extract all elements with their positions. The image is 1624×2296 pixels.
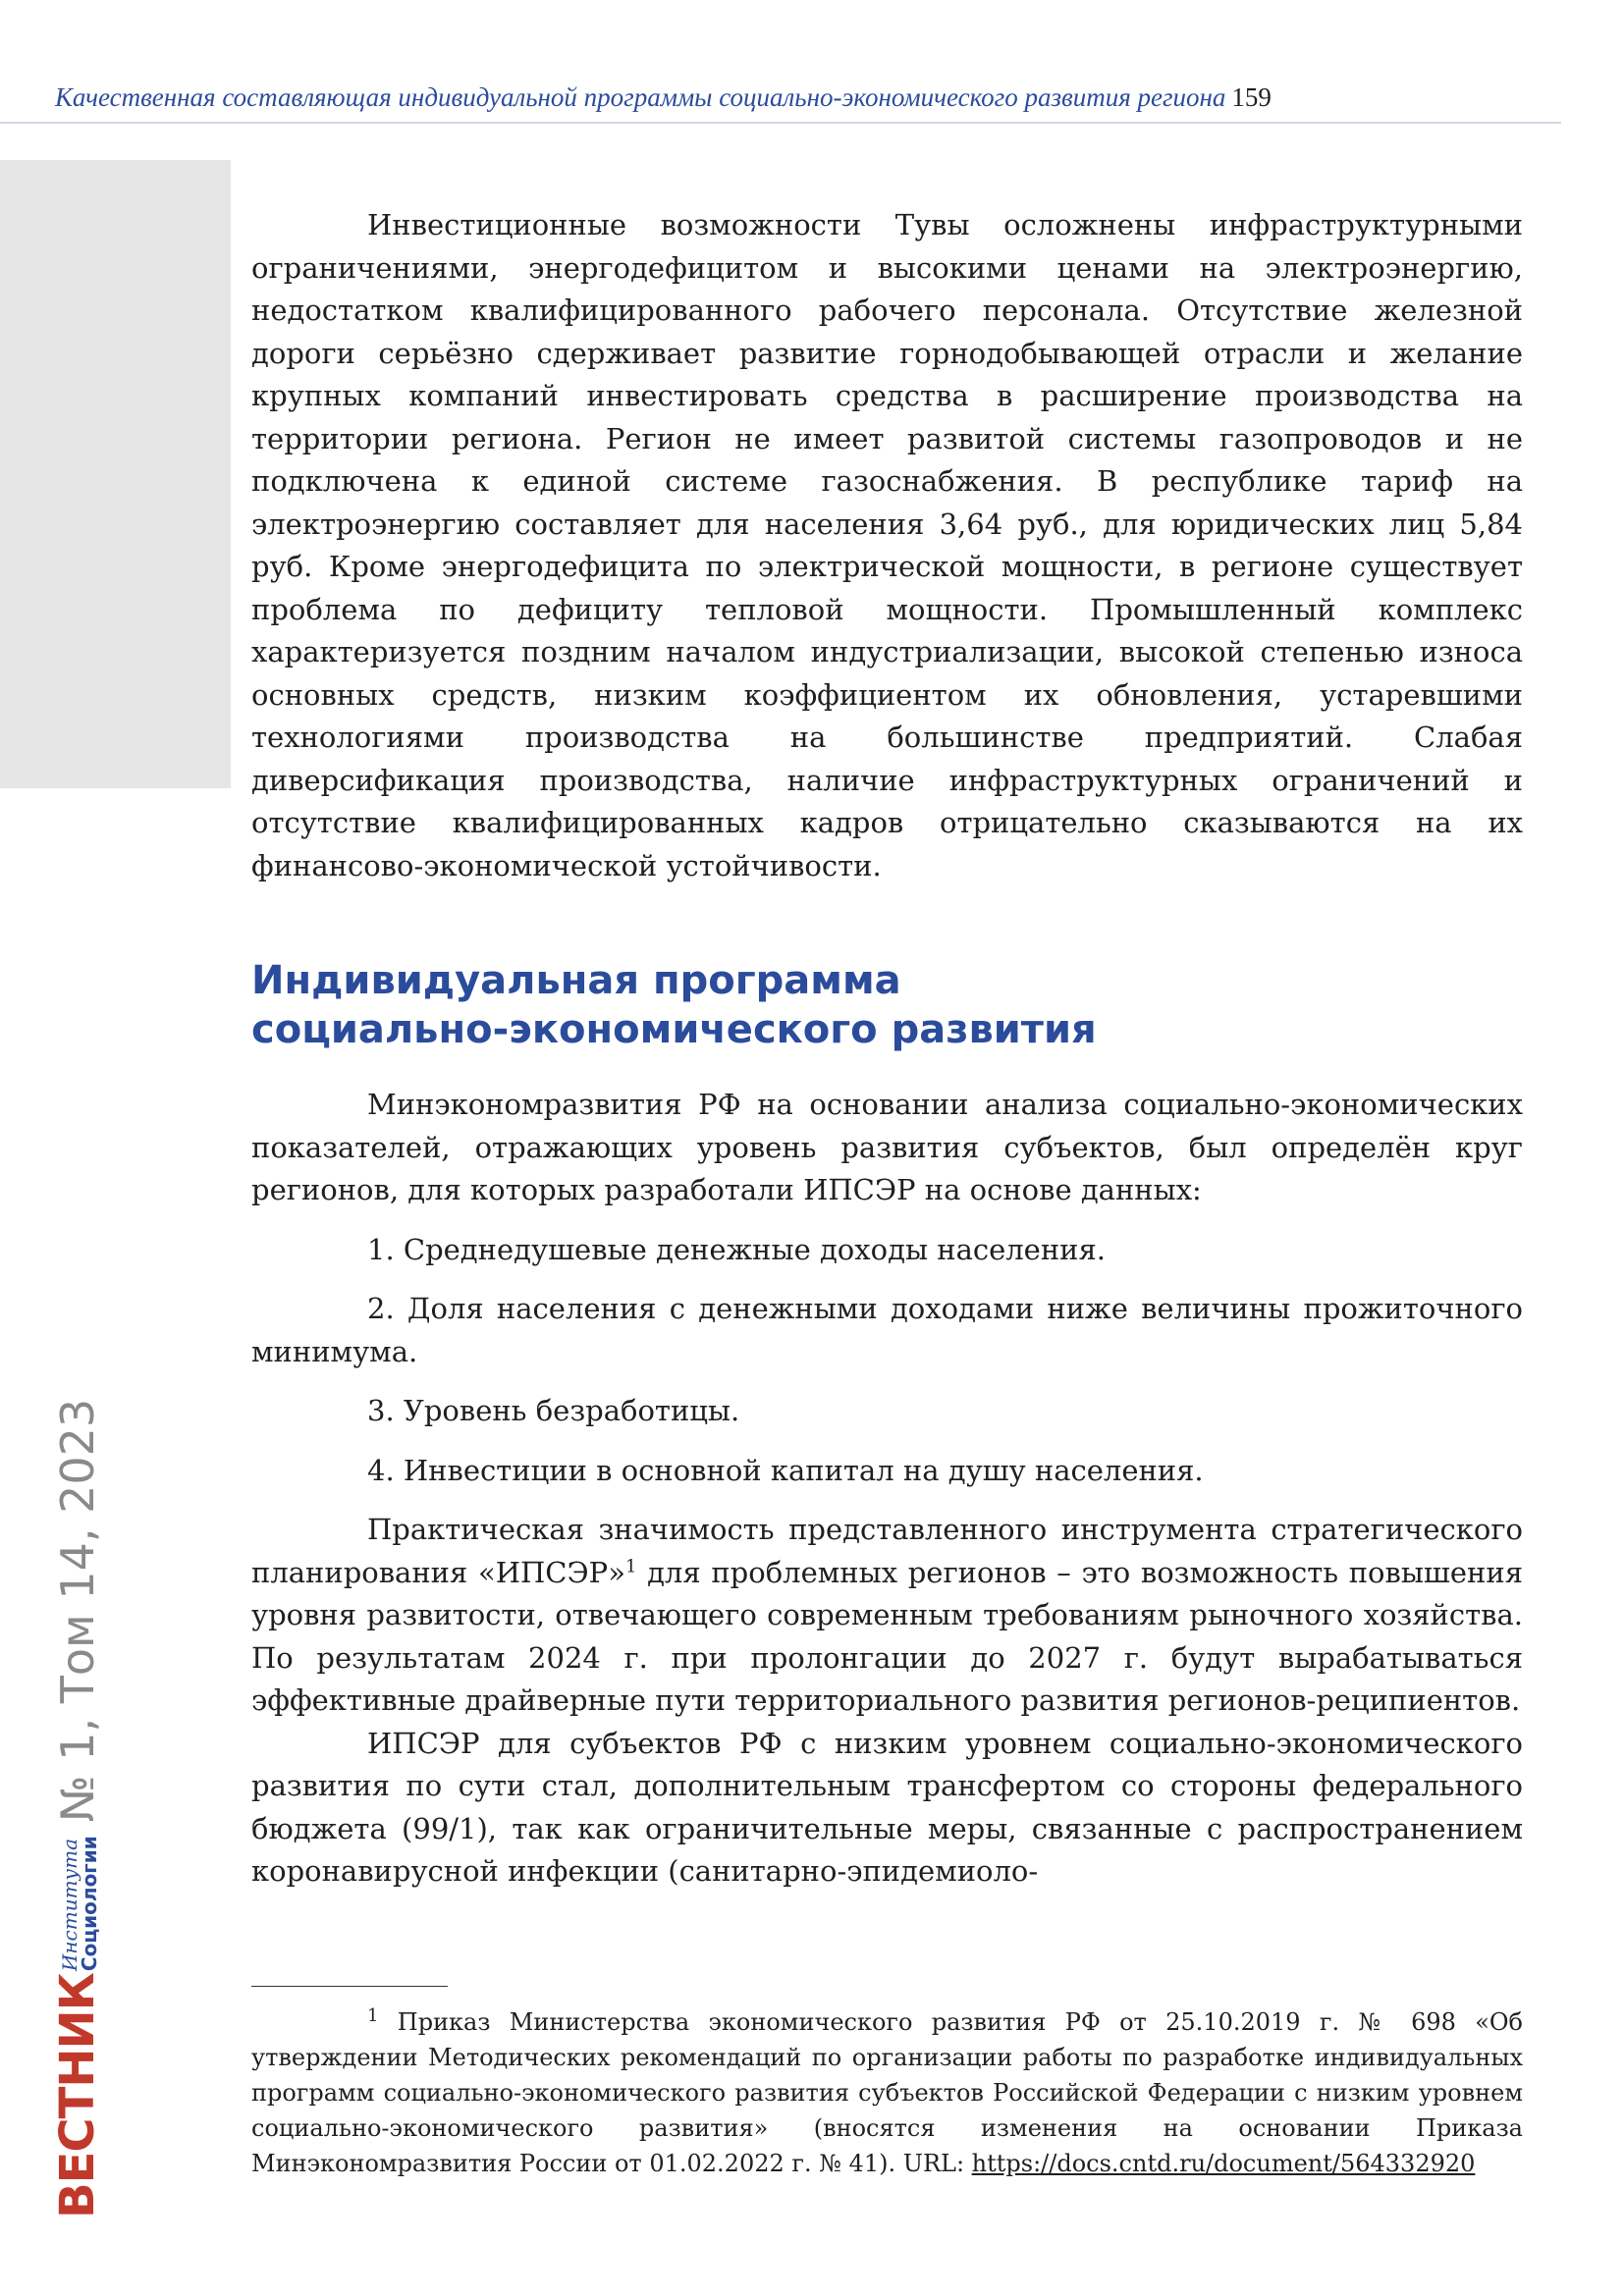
main-text — [251, 204, 1523, 1894]
list-item-3: 3. Уровень безработицы. — [367, 1394, 740, 1427]
running-title: Качественная составляющая индивидуальной программы социально-экономического развития региона — [55, 82, 1226, 112]
paragraph-3 — [251, 1509, 1523, 1723]
logo-institute: Института — [58, 1838, 81, 1972]
list-item-2: 2. Доля населения с денежными доходами ниже величины прожиточного минимума. — [251, 1292, 1523, 1368]
footnote — [251, 2004, 1523, 2181]
logo-sociology: Социологии — [78, 1836, 101, 1972]
section-heading-line-1: Индивидуальная программа — [251, 958, 901, 1003]
issue-info: № 1, Том 14, 2023 — [51, 1398, 104, 1823]
list-item-4: 4. Инвестиции в основной капитал на душу населения. — [367, 1453, 1204, 1487]
footnote-reference[interactable]: 1 — [624, 1555, 637, 1576]
section-heading-line-2: социально-экономического развития — [251, 1007, 1097, 1052]
paragraph-1: Инвестиционные возможности Тувы осложнены инфраструктурными ограничениями, энергодефицитом и высокими ценами на электроэнергию, недостатком квалифицированного рабочего персонала. Отсутствие железной дороги серьёзно сдерживает развитие горнодобывающей отрасли и желание крупных компаний инвестировать средства в расширение производства на территории региона. Регион не имеет развитой системы газопроводов и не подключена к единой системе газоснабжения. В республике тариф на электроэнергию составляет для населения 3,64 руб., для юридических лиц 5,84 руб. Кроме энергодефицита по электрической мощности, в регионе существует проблема по дефициту тепловой мощности. Промышленный комплекс характеризуется поздним началом индустриализации, высокой степенью износа основных средств, низким коэффициентом их обновления, устаревшими технологиями производства на большинстве предприятий. Слабая диверсификация производства, наличие инфраструктурных ограничений и отсутствие квалифицированных кадров отрицательно сказываются на их финансово-экономической устойчивости. — [251, 208, 1523, 882]
list-item-1: 1. Среднедушевые денежные доходы населения. — [367, 1232, 1107, 1266]
running-header — [55, 82, 1528, 113]
paragraph-3-end: для проблемных регионов – это возможность повышения уровня развитости, отвечающего современным требованиям рыночного хозяйства. По результатам 2024 г. при пролонгации до 2027 г. будут вырабатываться эффективные драйверные пути территориального развития регионов-реципиентов. — [251, 1555, 1523, 1717]
paragraph-3-start: Практическая значимость представленного инструмента стратегического планирования «ИПСЭР» — [251, 1513, 1523, 1589]
footnote-separator — [251, 1986, 448, 1987]
margin-gray-band — [0, 160, 231, 788]
footnote-link[interactable]: https://docs.cntd.ru/document/564332920 — [971, 2150, 1476, 2177]
spine-journal-info — [50, 1398, 105, 2218]
journal-logo — [50, 1836, 105, 2218]
footnote-marker: 1 — [367, 2005, 379, 2026]
page-number: 159 — [1231, 82, 1272, 112]
logo-vestnik: ВЕСТНИК — [50, 1973, 105, 2218]
paragraph-4: ИПСЭР для субъектов РФ с низким уровнем социально-экономического развития по сути стал, дополнительным трансфертом со стороны федерального бюджета (99/1), так как ограничительные меры, связанные с распространением коронавирусной инфекции (санитарно-эпидемиоло- — [251, 1726, 1523, 1888]
footnote-text: Приказ Министерства экономического развития РФ от 25.10.2019 г. № 698 «Об утверждении Методических рекомендаций по организации работы по разработке индивидуальных программ социально-экономического развития субъектов Российской Федерации с низким уровнем социально-экономического развития» (вносятся изменения на основании Приказа Минэкономразвития России от 01.02.2022 г. № 41). URL: — [251, 2008, 1523, 2177]
header-rule — [0, 122, 1561, 124]
section-heading — [251, 956, 1523, 1054]
paragraph-2: Минэкономразвития РФ на основании анализа социально-экономических показателей, отражающих уровень развития субъектов, был определён круг регионов, для которых разработали ИПСЭР на основе данных: — [251, 1088, 1523, 1206]
